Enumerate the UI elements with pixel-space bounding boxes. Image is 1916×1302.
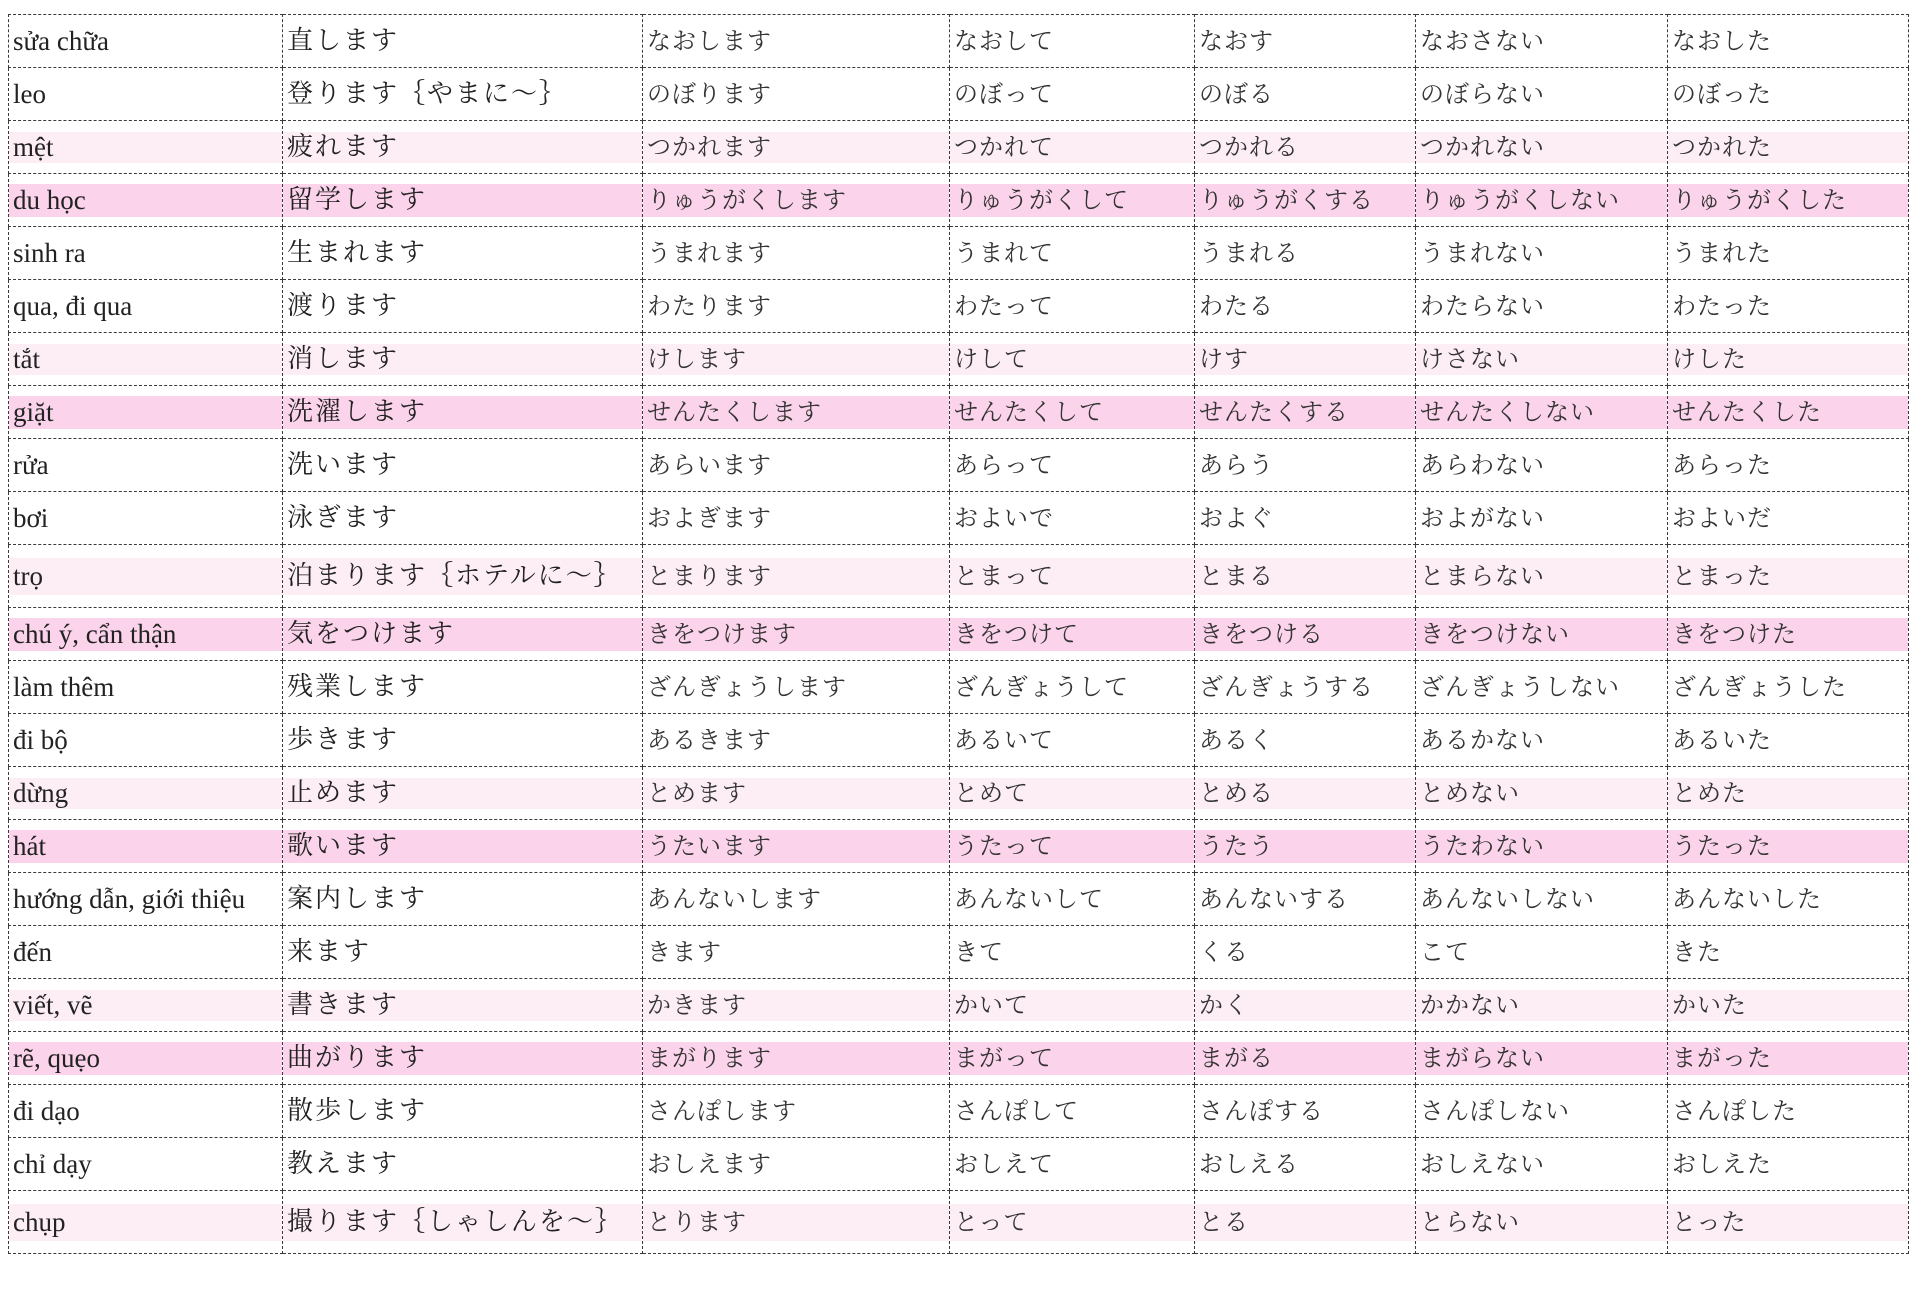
te-form-cell: なおして (950, 15, 1195, 68)
nai-form-cell: あらわない (1416, 439, 1668, 492)
te-form-cell: わたって (950, 280, 1195, 333)
te-form-cell: おしえて (950, 1138, 1195, 1191)
dictionary-form-cell: あんないする (1195, 873, 1416, 926)
nai-form-cell: とめない (1416, 767, 1668, 820)
kanji-masu-form-cell: 生まれます (283, 227, 643, 280)
table-row (9, 174, 1909, 227)
masu-form-cell: なおします (643, 15, 950, 68)
kanji-masu-form-cell: 散歩します (283, 1085, 643, 1138)
kanji-masu-form-cell: 渡ります (283, 280, 643, 333)
dictionary-form-cell: とめる (1195, 767, 1416, 820)
dictionary-form-cell: かく (1195, 979, 1416, 1032)
table-row (9, 926, 1909, 979)
te-form-cell: うまれて (950, 227, 1195, 280)
kanji-masu-form-cell: 教えます (283, 1138, 643, 1191)
ta-form-cell: かいた (1668, 979, 1909, 1032)
vietnamese-meaning-cell: leo (9, 68, 283, 121)
nai-form-cell: うたわない (1416, 820, 1668, 873)
kanji-masu-form-cell: 止めます (283, 767, 643, 820)
te-form-cell: あらって (950, 439, 1195, 492)
vietnamese-meaning-cell: tắt (9, 333, 283, 386)
vietnamese-meaning-cell: mệt (9, 121, 283, 174)
ta-form-cell: のぼった (1668, 68, 1909, 121)
nai-form-cell: さんぽしない (1416, 1085, 1668, 1138)
nai-form-cell: おしえない (1416, 1138, 1668, 1191)
masu-form-cell: のぼります (643, 68, 950, 121)
ta-form-cell: ざんぎょうした (1668, 661, 1909, 714)
te-form-cell: きて (950, 926, 1195, 979)
dictionary-form-cell: あらう (1195, 439, 1416, 492)
vietnamese-meaning-cell: chỉ dạy (9, 1138, 283, 1191)
dictionary-form-cell: おしえる (1195, 1138, 1416, 1191)
kanji-masu-form-cell: 歩きます (283, 714, 643, 767)
dictionary-form-cell: とる (1195, 1191, 1416, 1254)
vietnamese-meaning-cell: sinh ra (9, 227, 283, 280)
te-form-cell: つかれて (950, 121, 1195, 174)
masu-form-cell: あんないします (643, 873, 950, 926)
te-form-cell: ざんぎょうして (950, 661, 1195, 714)
masu-form-cell: まがります (643, 1032, 950, 1085)
ta-form-cell: りゅうがくした (1668, 174, 1909, 227)
ta-form-cell: とめた (1668, 767, 1909, 820)
vietnamese-meaning-cell: đi dạo (9, 1085, 283, 1138)
table-row (9, 333, 1909, 386)
dictionary-form-cell: およぐ (1195, 492, 1416, 545)
te-form-cell: りゅうがくして (950, 174, 1195, 227)
nai-form-cell: うまれない (1416, 227, 1668, 280)
kanji-masu-form-cell: 泊まります｛ホテルに～｝ (283, 545, 643, 608)
table-row (9, 280, 1909, 333)
masu-form-cell: かきます (643, 979, 950, 1032)
table-row (9, 15, 1909, 68)
dictionary-form-cell: うまれる (1195, 227, 1416, 280)
table-row (9, 227, 1909, 280)
ta-form-cell: うまれた (1668, 227, 1909, 280)
masu-form-cell: けします (643, 333, 950, 386)
verb-conjugation-table (8, 14, 1909, 1254)
dictionary-form-cell: うたう (1195, 820, 1416, 873)
kanji-masu-form-cell: 曲がります (283, 1032, 643, 1085)
kanji-masu-form-cell: 洗濯します (283, 386, 643, 439)
kanji-masu-form-cell: 洗います (283, 439, 643, 492)
ta-form-cell: つかれた (1668, 121, 1909, 174)
nai-form-cell: とらない (1416, 1191, 1668, 1254)
ta-form-cell: きをつけた (1668, 608, 1909, 661)
kanji-masu-form-cell: 泳ぎます (283, 492, 643, 545)
kanji-masu-form-cell: 登ります｛やまに～｝ (283, 68, 643, 121)
dictionary-form-cell: あるく (1195, 714, 1416, 767)
masu-form-cell: きをつけます (643, 608, 950, 661)
nai-form-cell: けさない (1416, 333, 1668, 386)
kanji-masu-form-cell: 歌います (283, 820, 643, 873)
te-form-cell: せんたくして (950, 386, 1195, 439)
dictionary-form-cell: わたる (1195, 280, 1416, 333)
te-form-cell: あんないして (950, 873, 1195, 926)
masu-form-cell: あるきます (643, 714, 950, 767)
ta-form-cell: おしえた (1668, 1138, 1909, 1191)
te-form-cell: けして (950, 333, 1195, 386)
masu-form-cell: うまれます (643, 227, 950, 280)
te-form-cell: きをつけて (950, 608, 1195, 661)
te-form-cell: のぼって (950, 68, 1195, 121)
table-body (9, 15, 1909, 1254)
kanji-masu-form-cell: 案内します (283, 873, 643, 926)
ta-form-cell: およいだ (1668, 492, 1909, 545)
nai-form-cell: きをつけない (1416, 608, 1668, 661)
table-row (9, 492, 1909, 545)
masu-form-cell: せんたくします (643, 386, 950, 439)
masu-form-cell: うたいます (643, 820, 950, 873)
nai-form-cell: あるかない (1416, 714, 1668, 767)
vietnamese-meaning-cell: rẽ, quẹo (9, 1032, 283, 1085)
vietnamese-meaning-cell: đến (9, 926, 283, 979)
table-row (9, 661, 1909, 714)
te-form-cell: とって (950, 1191, 1195, 1254)
vietnamese-meaning-cell: chụp (9, 1191, 283, 1254)
masu-form-cell: あらいます (643, 439, 950, 492)
nai-form-cell: およがない (1416, 492, 1668, 545)
table-row (9, 545, 1909, 608)
table-row (9, 767, 1909, 820)
ta-form-cell: けした (1668, 333, 1909, 386)
table-row (9, 1085, 1909, 1138)
ta-form-cell: まがった (1668, 1032, 1909, 1085)
kanji-masu-form-cell: 留学します (283, 174, 643, 227)
nai-form-cell: のぼらない (1416, 68, 1668, 121)
ta-form-cell: せんたくした (1668, 386, 1909, 439)
vietnamese-meaning-cell: bơi (9, 492, 283, 545)
vietnamese-meaning-cell: đi bộ (9, 714, 283, 767)
masu-form-cell: およぎます (643, 492, 950, 545)
kanji-masu-form-cell: 気をつけます (283, 608, 643, 661)
table-row (9, 873, 1909, 926)
masu-form-cell: ざんぎょうします (643, 661, 950, 714)
dictionary-form-cell: くる (1195, 926, 1416, 979)
nai-form-cell: こて (1416, 926, 1668, 979)
ta-form-cell: さんぽした (1668, 1085, 1909, 1138)
ta-form-cell: とった (1668, 1191, 1909, 1254)
masu-form-cell: きます (643, 926, 950, 979)
table-row (9, 386, 1909, 439)
verb-conjugation-table-container (8, 14, 1908, 1254)
nai-form-cell: まがらない (1416, 1032, 1668, 1085)
ta-form-cell: きた (1668, 926, 1909, 979)
table-row (9, 608, 1909, 661)
nai-form-cell: なおさない (1416, 15, 1668, 68)
ta-form-cell: とまった (1668, 545, 1909, 608)
vietnamese-meaning-cell: trọ (9, 545, 283, 608)
table-row (9, 979, 1909, 1032)
vietnamese-meaning-cell: giặt (9, 386, 283, 439)
ta-form-cell: あるいた (1668, 714, 1909, 767)
masu-form-cell: おしえます (643, 1138, 950, 1191)
te-form-cell: あるいて (950, 714, 1195, 767)
dictionary-form-cell: のぼる (1195, 68, 1416, 121)
table-row (9, 121, 1909, 174)
vietnamese-meaning-cell: hát (9, 820, 283, 873)
masu-form-cell: さんぽします (643, 1085, 950, 1138)
nai-form-cell: ざんぎょうしない (1416, 661, 1668, 714)
table-row (9, 1138, 1909, 1191)
nai-form-cell: りゅうがくしない (1416, 174, 1668, 227)
kanji-masu-form-cell: 書きます (283, 979, 643, 1032)
table-row (9, 714, 1909, 767)
nai-form-cell: かかない (1416, 979, 1668, 1032)
table-row (9, 439, 1909, 492)
vietnamese-meaning-cell: rửa (9, 439, 283, 492)
vietnamese-meaning-cell: hướng dẫn, giới thiệu (9, 873, 283, 926)
ta-form-cell: あんないした (1668, 873, 1909, 926)
te-form-cell: およいで (950, 492, 1195, 545)
table-row (9, 820, 1909, 873)
kanji-masu-form-cell: 来ます (283, 926, 643, 979)
masu-form-cell: とります (643, 1191, 950, 1254)
kanji-masu-form-cell: 残業します (283, 661, 643, 714)
ta-form-cell: あらった (1668, 439, 1909, 492)
vietnamese-meaning-cell: viết, vẽ (9, 979, 283, 1032)
te-form-cell: うたって (950, 820, 1195, 873)
dictionary-form-cell: まがる (1195, 1032, 1416, 1085)
kanji-masu-form-cell: 疲れます (283, 121, 643, 174)
vietnamese-meaning-cell: qua, đi qua (9, 280, 283, 333)
masu-form-cell: りゅうがくします (643, 174, 950, 227)
te-form-cell: まがって (950, 1032, 1195, 1085)
kanji-masu-form-cell: 直します (283, 15, 643, 68)
dictionary-form-cell: ざんぎょうする (1195, 661, 1416, 714)
vietnamese-meaning-cell: dừng (9, 767, 283, 820)
kanji-masu-form-cell: 消します (283, 333, 643, 386)
dictionary-form-cell: さんぽする (1195, 1085, 1416, 1138)
vietnamese-meaning-cell: làm thêm (9, 661, 283, 714)
dictionary-form-cell: けす (1195, 333, 1416, 386)
masu-form-cell: とめます (643, 767, 950, 820)
nai-form-cell: あんないしない (1416, 873, 1668, 926)
te-form-cell: とまって (950, 545, 1195, 608)
table-row (9, 1032, 1909, 1085)
vietnamese-meaning-cell: chú ý, cẩn thận (9, 608, 283, 661)
masu-form-cell: つかれます (643, 121, 950, 174)
nai-form-cell: とまらない (1416, 545, 1668, 608)
table-row (9, 68, 1909, 121)
nai-form-cell: せんたくしない (1416, 386, 1668, 439)
vietnamese-meaning-cell: sửa chữa (9, 15, 283, 68)
dictionary-form-cell: なおす (1195, 15, 1416, 68)
nai-form-cell: つかれない (1416, 121, 1668, 174)
table-row (9, 1191, 1909, 1254)
te-form-cell: かいて (950, 979, 1195, 1032)
masu-form-cell: わたります (643, 280, 950, 333)
ta-form-cell: うたった (1668, 820, 1909, 873)
ta-form-cell: わたった (1668, 280, 1909, 333)
masu-form-cell: とまります (643, 545, 950, 608)
dictionary-form-cell: つかれる (1195, 121, 1416, 174)
dictionary-form-cell: せんたくする (1195, 386, 1416, 439)
te-form-cell: とめて (950, 767, 1195, 820)
dictionary-form-cell: とまる (1195, 545, 1416, 608)
ta-form-cell: なおした (1668, 15, 1909, 68)
dictionary-form-cell: きをつける (1195, 608, 1416, 661)
vietnamese-meaning-cell: du học (9, 174, 283, 227)
te-form-cell: さんぽして (950, 1085, 1195, 1138)
nai-form-cell: わたらない (1416, 280, 1668, 333)
dictionary-form-cell: りゅうがくする (1195, 174, 1416, 227)
kanji-masu-form-cell: 撮ります｛しゃしんを～｝ (283, 1191, 643, 1254)
